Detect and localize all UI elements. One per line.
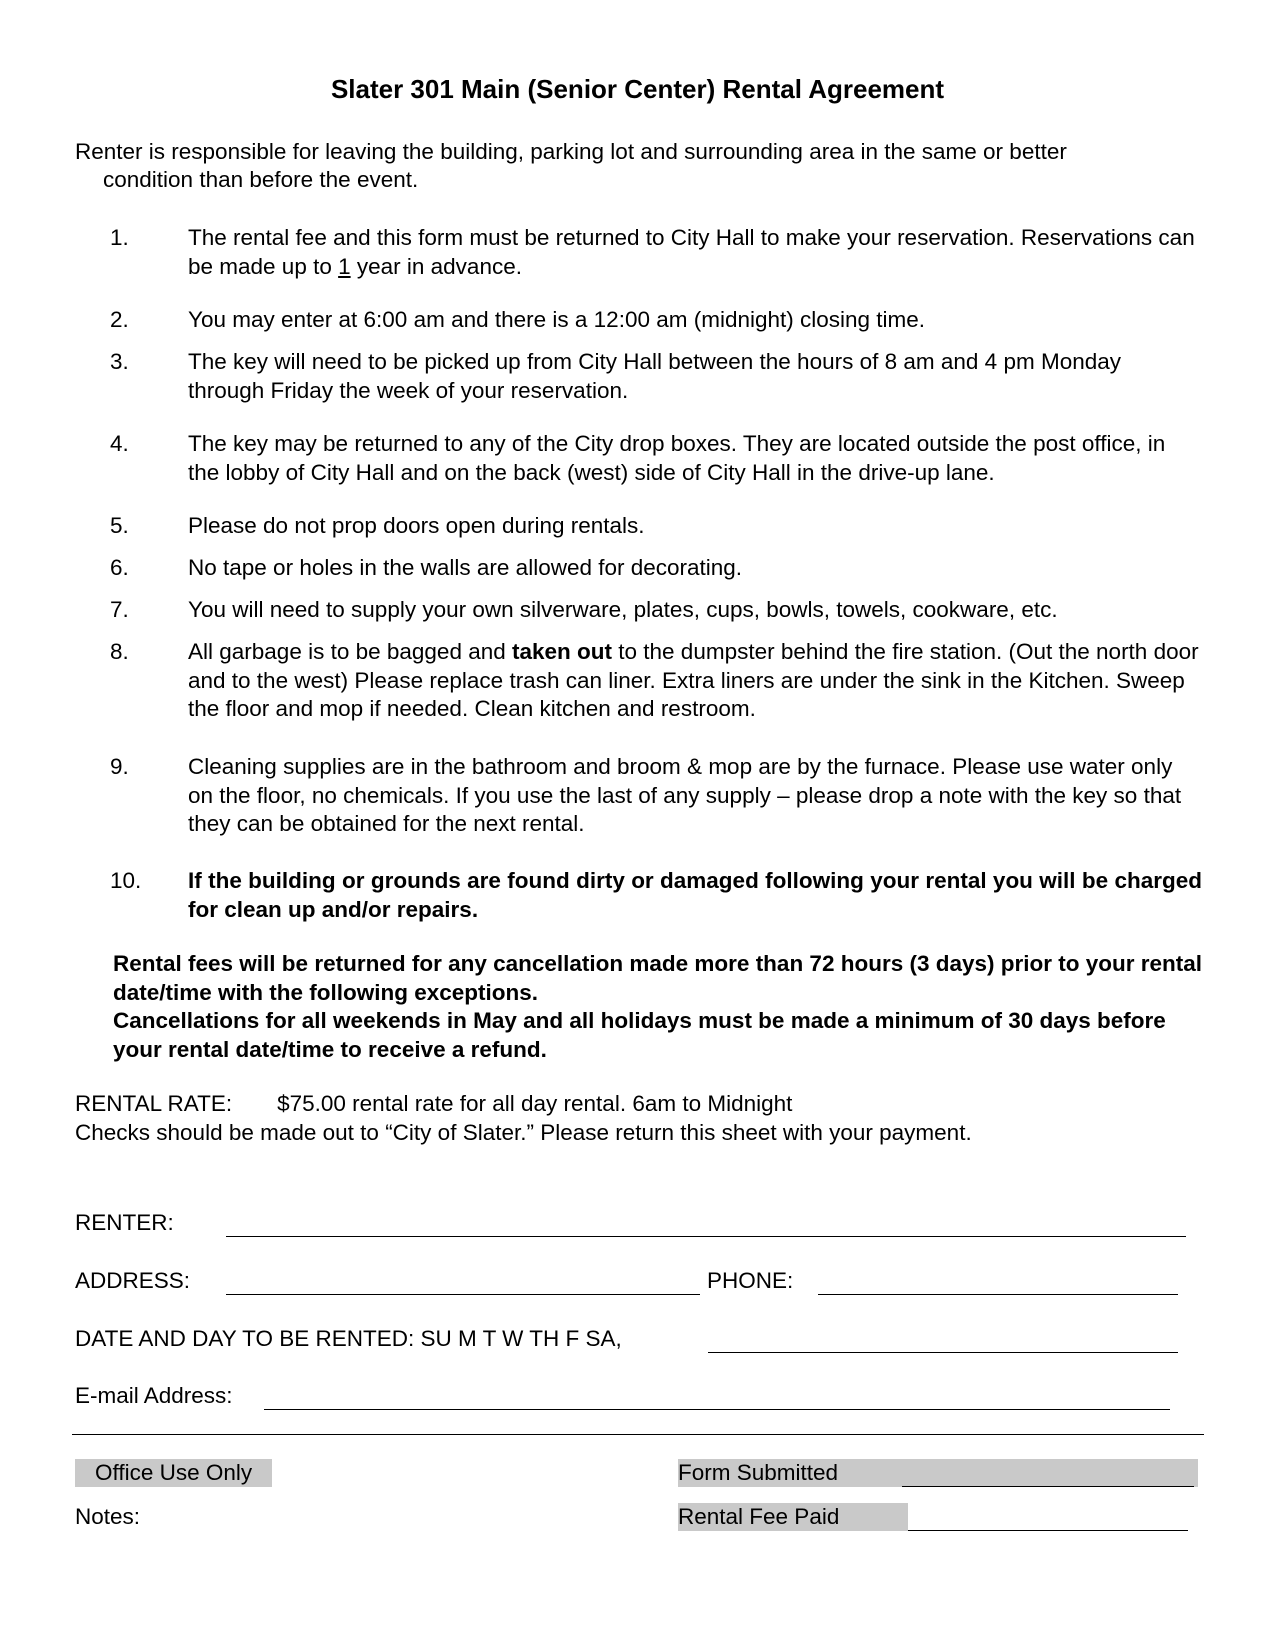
- rule-number: 10.: [110, 868, 142, 893]
- rule-number: 6.: [110, 555, 129, 580]
- rule-item-1: [110, 224, 1202, 281]
- rule-number: 1.: [110, 225, 129, 250]
- rule-item-4: [110, 430, 1202, 487]
- rule-item-5: [110, 512, 1202, 541]
- rental-rate-section: [75, 1090, 1185, 1147]
- rule-text: You will need to supply your own silverware, plates, cups, bowls, towels, cookware, etc.: [188, 597, 1058, 622]
- rule-number: 3.: [110, 349, 129, 374]
- rule-text: The key will need to be picked up from City Hall between the hours of 8 am and 4 pm Monday through Friday the week of your reservation.: [188, 349, 1121, 403]
- form-submitted-row: [678, 1459, 1198, 1487]
- cancellation-policy: [113, 950, 1203, 1064]
- intro-line-2: condition than before the event.: [103, 167, 419, 192]
- rule-text: You may enter at 6:00 am and there is a 12:00 am (midnight) closing time.: [188, 307, 926, 332]
- document-title: Slater 301 Main (Senior Center) Rental Agreement: [330, 74, 945, 104]
- rule-item-6: [110, 554, 1202, 583]
- rule-item-2: [110, 306, 1202, 335]
- date-day-field[interactable]: [708, 1352, 1178, 1353]
- rule-item-10: [110, 867, 1202, 924]
- renter-label: RENTER:: [75, 1210, 174, 1235]
- rule-text-bold: taken out: [512, 639, 613, 664]
- checks-instruction: Checks should be made out to “City of Slater.” Please return this sheet with your payment.: [75, 1119, 972, 1145]
- address-label: ADDRESS:: [75, 1268, 191, 1293]
- rule-item-8: [110, 638, 1202, 724]
- email-label: E-mail Address:: [75, 1383, 233, 1408]
- rule-number: 9.: [110, 754, 129, 779]
- rule-number: 8.: [110, 639, 129, 664]
- email-field[interactable]: [264, 1409, 1170, 1410]
- rule-text-part: All garbage is to be bagged and: [188, 639, 512, 664]
- rule-text: [188, 224, 1202, 281]
- rule-number: 4.: [110, 431, 129, 456]
- intro-line-1: Renter is responsible for leaving the building, parking lot and surrounding area in the same or better: [75, 139, 1067, 164]
- rule-number: 7.: [110, 597, 129, 622]
- rule-text: [188, 638, 1202, 724]
- rule-text: The key may be returned to any of the City drop boxes. They are located outside the post office, in the lobby of City Hall and on the back (west) side of City Hall in the drive-up lane.: [188, 431, 1166, 485]
- exceptions-paragraph: Cancellations for all weekends in May and all holidays must be made a minimum of 30 days before your rental date/time to receive a refund.: [113, 1008, 1166, 1062]
- rule-text-underlined: 1: [338, 253, 351, 279]
- rule-item-3: [110, 348, 1202, 405]
- rule-text-part: to the dumpster behind the fire station. (Out the north door and to the west) Please replace trash can liner. Extra liners are under the sink in the Kitchen. Sweep the floor and mop if needed. Clean kitchen and restroom.: [188, 639, 1199, 721]
- rental-rate-value: $75.00 rental rate for all day rental. 6am to Midnight: [277, 1091, 793, 1116]
- rule-text: Please do not prop doors open during rentals.: [188, 513, 645, 538]
- intro-paragraph: [75, 138, 1185, 194]
- rental-rate-label: RENTAL RATE:: [75, 1091, 233, 1116]
- form-submitted-field[interactable]: [902, 1486, 1194, 1487]
- rule-text-part: year in advance.: [350, 253, 522, 279]
- rental-fee-paid-field[interactable]: [908, 1530, 1188, 1531]
- rental-rate-line: [75, 1090, 1185, 1119]
- date-day-label: DATE AND DAY TO BE RENTED: SU M T W TH F SA,: [75, 1326, 622, 1351]
- phone-field[interactable]: [818, 1294, 1178, 1295]
- rental-fee-paid-label: Rental Fee Paid: [678, 1503, 908, 1531]
- office-use-divider: [72, 1434, 1204, 1435]
- rule-item-7: [110, 596, 1202, 625]
- rule-number: 2.: [110, 307, 129, 332]
- rule-text-part: The rental fee and this form must be returned to City Hall to make your reservation. Reservations can be made up to: [188, 225, 1195, 279]
- rule-text: No tape or holes in the walls are allowed for decorating.: [188, 555, 743, 580]
- rule-number: 5.: [110, 513, 129, 538]
- rule-item-9: [110, 753, 1202, 839]
- office-use-only-label: Office Use Only: [75, 1459, 272, 1487]
- renter-field[interactable]: [226, 1236, 1186, 1237]
- rule-text: Cleaning supplies are in the bathroom and broom & mop are by the furnace. Please use water only on the floor, no chemicals. If you use the last of any supply – please drop a note with the key so that they can be obtained for the next rental.: [188, 754, 1182, 836]
- notes-label: Notes:: [75, 1504, 141, 1529]
- phone-label: PHONE:: [707, 1268, 794, 1293]
- form-submitted-label: Form Submitted: [678, 1460, 839, 1485]
- address-field[interactable]: [226, 1294, 700, 1295]
- rule-text: If the building or grounds are found dirty or damaged following your rental you will be charged for clean up and/or repairs.: [188, 868, 1202, 922]
- refund-paragraph: Rental fees will be returned for any cancellation made more than 72 hours (3 days) prior to your rental date/time with the following exceptions.: [113, 951, 1203, 1005]
